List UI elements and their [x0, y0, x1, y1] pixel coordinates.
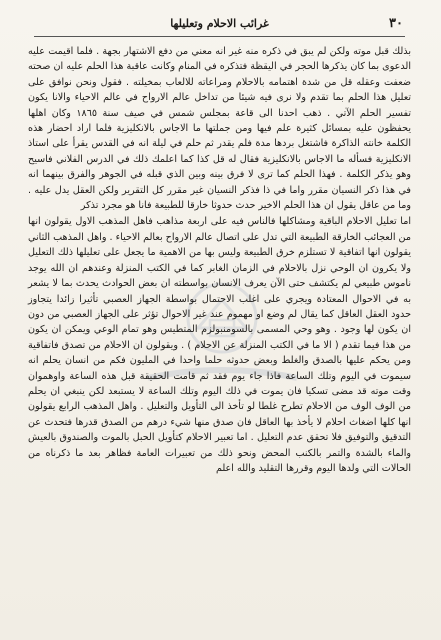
body-paragraph: اما تعليل الاحلام الباقية ومشاكلها فالناس فيه على اربعة مذاهب فاهل المذهب الاول يقولون انها من العجائب الخارقة الطبيعة التي تدل على اتصال عالم الارواح بعالم الاحياء . واهل المذهب الثاني يقولون انها اتفاقية لا تستلزم خرق الطبيعة وليس بها من الاهمية ما يجعل على تعليلها ذلك التعليل ولا يكرون ان الوحي نزل بالاحلام في الزمان الغابر كما في الكتب المنزلة وعندهم ان الله يوجد ناموس طبيعي لم يكتشف حتى الآن يعرف الانسان بواسطته ان بعض الحوادث يحدث بما لا يشعر به في الاحوال المعتادة ويجري على اغلب الاحتمال بواسطة الجهاز العصبي تأثيرا زائدا يتجاوز حدود العقل العاقل كما يقال لم وضع او مهموم عند غير الاحوال تؤثر على الجهاز العصبي من دون ان يكون لها وجود . وهو وحي المسمى بالسومنبولزم المتطيس وهو تمام الوعي ويمكن ان يكون من هذا فيما تقدم ( الا ما في الكتب المنزلة عن الاحلام ) . ويقولون ان الاحلام من تصدق فاتفاقية ومن يحكم عليها بالصدق والغلط وبعض حدوثه حلما واحدا في المليون فكم من انسان يحلم انه سيموت في اليوم وتلك الساعة فاذا جاء يوم فقد ثم قامت الحقيقة قبل هذه الساعة واوهموان وقت موته قد مضى تسكيا فان يموت في ذلك اليوم وتلك الساعة لا يستبعد لكن ينبغي ان يحلم من الوف الوف من الاحلام تطرح غلطا لو تأخذ الى التأويل والتعليل . واهل المذهب الرابع يقولون انها كلها اضغاث احلام لا يأخذ بها العاقل فان صدق منها شيء درهم من الصدق قدرها فتحدث عن التدقيق والتوفيق فلا تحقق عدم التعليل . اما تعبير الاحلام كتأويل الحبل بالموت والصندوق بالعيش والماء بالشدة والتمر بالكنب المحض ونحو ذلك من تعبيرات العامة فظاهر بعد ما ذكرناه من الحالات التي ولدها اليوم وقررها التقليد والله اعلم — [28, 216, 411, 474]
running-title: غرائب الاحلام وتعليلها — [170, 17, 269, 30]
body-paragraph: بذلك قبل موته ولكن لم يبق في ذكره منه غير انه معني من دفع الاشتهار بجهة . فلما اقيمت عليه الدعوى بما كان يذكرها الحجر في اليقظة فتذكره في المنام وكانت عاقبة هذا الحلم عليه ان صحته ضعفت وعقله قل من شدة اهتمامه بالاحلام ومراعاته للالعاب بمخيلته . فقول ونحن نوافق على تعليل هذا الحلم بما تقدم ولا نرى فيه شيئا من تداخل عالم الارواح في عالم الاحياء والانا يكون تفسير الحلم الآتي . ذهب احدنا الى قاعة بمجلس شمس في صيف سنة ١٨٦٥ وكان اهلها يحفظون عليه بمسائل كثيرة علم فيها ومن جملتها ما الاجاس بالانكليزية فلما اراد احضار هذه الكلمة خانته الذاكرة فاشتغل بردها مدة فلم يقدر ثم حلم في ليلة انه في القدس يقرأ على استاذ الانكليزية فسأله ما الاجاس بالانكليزية فقال له قل كذا كما اعلمك ذلك في الدرس الفلاني فاسيح وهو يذكر الكلمة . فهذا الحلم كما ترى لا فرق بينه وبين الذي قبله في الجوهر والفرق بينهما انه في هذا ذكر النسيان مقرر واما في ذا فذكر النسيان غير مقرر كل التقرير ولكن العقل يدل عليه . وما من عاقل يقول ان هذا الحلم الاخير حدث حدوثا خارقا للطبيعة فانا هو مجرد تذكر — [28, 46, 411, 212]
page-number: ٣٠ — [389, 16, 403, 31]
page-header — [34, 14, 405, 37]
page-body — [28, 44, 411, 622]
